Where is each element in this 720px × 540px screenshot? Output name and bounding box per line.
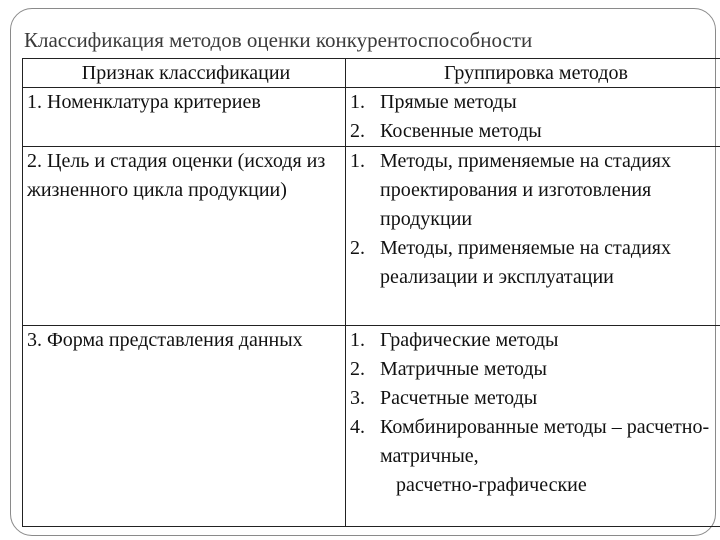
methods-list	[350, 326, 720, 500]
item-text	[380, 413, 720, 500]
list-item	[350, 117, 720, 146]
item-text: Матричные методы	[380, 358, 547, 380]
item-text: Расчетные методы	[380, 387, 538, 409]
methods-cell	[346, 326, 720, 527]
methods-list	[350, 147, 720, 292]
item-number: 4.	[350, 416, 365, 438]
criterion-cell: 3. Форма представления данных	[23, 326, 346, 527]
slide-title: Классификация методов оценки конкурентоспособности	[24, 28, 533, 52]
item-number: 2.	[350, 237, 365, 259]
item-number: 2.	[350, 358, 365, 380]
list-item	[350, 147, 720, 234]
methods-list	[350, 88, 720, 146]
list-item	[350, 413, 720, 500]
list-item	[350, 355, 720, 384]
table-header-row	[23, 59, 720, 88]
item-number: 1.	[350, 150, 365, 172]
item-number: 1.	[350, 329, 365, 351]
item-text-main: Комбинированные методы – расчетно-матричные,	[380, 416, 710, 467]
item-number: 3.	[350, 387, 365, 409]
item-number: 1.	[350, 91, 365, 113]
item-text: Методы, применяемые на стадиях проектирования и изготовления продукции	[380, 150, 671, 230]
table-row	[23, 88, 720, 147]
criterion-cell: 2. Цель и стадия оценки (исходя из жизненного цикла продукции)	[23, 147, 346, 326]
methods-cell	[346, 88, 720, 147]
header-criterion: Признак классификации	[23, 59, 346, 88]
list-item	[350, 88, 720, 117]
table-row	[23, 326, 720, 527]
list-item	[350, 326, 720, 355]
list-item	[350, 384, 720, 413]
item-text: Косвенные методы	[380, 120, 542, 142]
list-item	[350, 234, 720, 292]
item-text: Прямые методы	[380, 91, 517, 113]
item-text: Графические методы	[380, 329, 559, 351]
table-row	[23, 147, 720, 326]
methods-cell	[346, 147, 720, 326]
header-methods: Группировка методов	[346, 59, 720, 88]
classification-table	[22, 58, 720, 527]
item-text-tail: расчетно-графические	[396, 474, 587, 496]
criterion-cell: 1. Номенклатура критериев	[23, 88, 346, 147]
item-number: 2.	[350, 120, 365, 142]
item-text: Методы, применяемые на стадиях реализации и эксплуатации	[380, 237, 671, 288]
